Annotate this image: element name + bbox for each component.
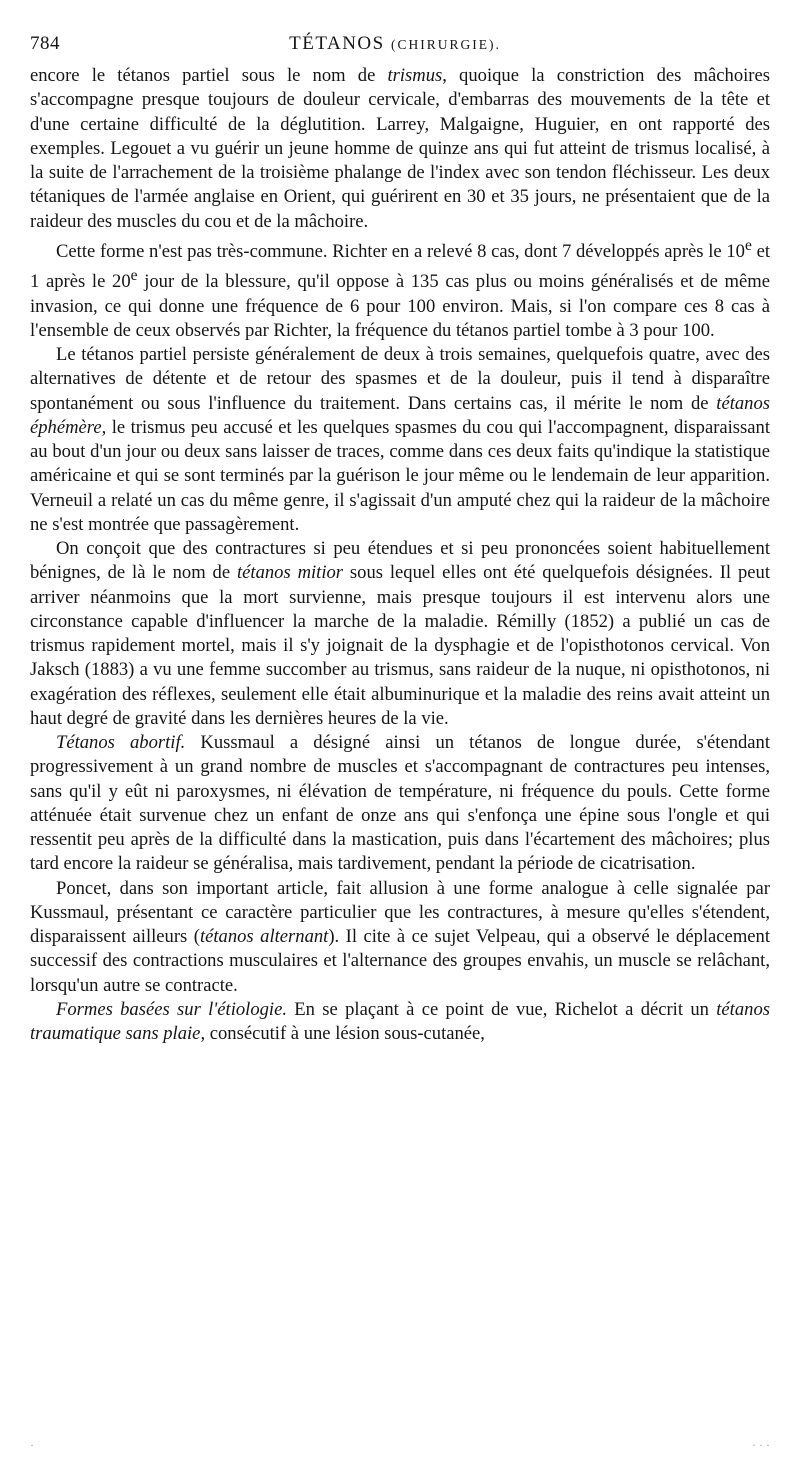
- italic-heading: Formes basées sur l'étiologie.: [56, 998, 287, 1020]
- paragraph-duration: [30, 343, 770, 537]
- paragraph-alternant: [30, 877, 770, 998]
- text-run: En se plaçant à ce point de vue, Richelot a décrit un: [286, 998, 717, 1020]
- text-run: encore le tétanos partiel sous le nom de: [30, 65, 388, 86]
- running-title-sub: (CHIRURGIE).: [390, 37, 501, 52]
- superscript: e: [744, 236, 752, 254]
- running-title-main: TÉTANOS: [289, 33, 385, 54]
- text-run: Kussmaul a désigné ainsi un tétanos de longue durée, s'étendant progressivement à un grand nombre de muscles et s'accompagnant de contractures peu intenses, sans qu'il y eût ni paroxysmes, ni élévation de température, ni fréquence du pouls. Cette forme atténuée était survenue chez un enfant de onze ans qui s'enfonça une épine sous l'ongle et qui ressentit peu après de la difficulté dans la mastication, puis dans l'écartement des mâchoires; plus tard encore la raideur se généralisa, mais tardivement, pendant la période de cicatrisation.: [30, 732, 771, 875]
- paragraph-trismus: [30, 64, 770, 234]
- text-run: Cette forme n'est pas très-commune. Richter en a relevé 8 cas, dont 7 développés après le 10: [56, 240, 745, 262]
- italic-term: tétanos alternant: [199, 926, 329, 948]
- text-run: , le trismus peu accusé et les quelques spasmes du cou qui l'accompagnent, disparaissant au bout d'un jour ou deux sans laisser de traces, comme dans ces deux faits qu'indique la statistique américaine et qui se sont terminés par la guérison le jour même ou le lendemain de leur apparition. Verneuil a relaté un cas du même genre, il s'agissait d'un amputé chez qui la raideur de la mâchoire ne s'est montrée que passagèrement.: [30, 416, 770, 535]
- running-title: [289, 28, 501, 61]
- running-header: [30, 28, 770, 60]
- italic-term: tétanos mitior: [237, 562, 344, 584]
- text-run: et 1 après le 20: [30, 240, 770, 293]
- text-run: jour de la blessure, qu'il oppose à 135 cas plus ou moins généralisés et de même invasion, ce qui donne une fréquence de 6 pour 100 environ. Mais, si l'on compare ces 8 cas à l'ensemble de ceux observés par Richter, la fréquence du tétanos partiel tombe à 3 pour 100.: [30, 271, 770, 341]
- text-run: Poncet, dans son important article, fait allusion à une forme analogue à celle signalée par Kussmaul, présentant ce caractère particulier que les contractures, à mesure qu'elles s'étendent, disparaissent ailleurs (: [30, 877, 770, 948]
- text-run: , consécutif à une lésion sous-cutanée,: [200, 1023, 485, 1045]
- italic-term: trismus: [387, 65, 443, 86]
- paragraph-abortif: [30, 731, 770, 877]
- text-run: On conçoit que des contractures si peu étendues et si peu prononcées soient habituellement bénignes, de là le nom de: [30, 538, 770, 584]
- text-run: , quoique la constriction des mâchoires s'accompagne presque toujours de douleur cervicale, d'embarras des mouvements de la tête et d'une certaine difficulté de la déglutition. Larrey, Malgaigne, Huguier, en ont rapporté des exemples. Legouet a vu guérir un jeune homme de quinze ans qui fut atteint de trismus localisé, à la suite de l'arrachement de la troisième phalange de l'index avec son tendon fléchisseur. Les deux tétaniques de l'armée anglaise en Orient, qui guérirent en 30 et 35 jours, ne présentaient que de la raideur des muscles du cou et de la mâchoire.: [30, 65, 770, 232]
- italic-heading: Tétanos abortif.: [56, 732, 186, 754]
- paragraph-mitior: [30, 537, 770, 731]
- italic-term: tétanos éphémère: [30, 392, 770, 438]
- paragraph-frequency: [30, 234, 770, 343]
- footer-mark-right: · · ·: [752, 1438, 770, 1452]
- page: [30, 28, 770, 1046]
- text-run: Le tétanos partiel persiste généralement de deux à trois semaines, quelquefois quatre, avec des alternatives de détente et de retour des spasmes et de la douleur, puis il tend à disparaître spontanément ou sous l'influence du traitement. Dans certains cas, il mérite le nom de: [30, 344, 770, 414]
- text-run: sous lequel elles ont été quelquefois désignées. Il peut arriver néanmoins que la mort survienne, mais presque toujours il est intervenu alors une circonstance capable d'influencer la marche de la maladie. Rémilly (1852) a publié un cas de trismus rapidement mortel, mais il s'y joignait de la dysphagie et de l'opisthotonos cervical. Von Jaksch (1883) a vu une femme succomber au trismus, sans raideur de la nuque, ni opisthotonos, ni exagération des réflexes, seulement elle était albuminurique et la maladie des reins avait atteint un haut degré de gravité dans les dernières heures de la vie.: [30, 562, 770, 729]
- footer-mark-left: ·: [30, 1438, 34, 1452]
- text-run: ). Il cite à ce sujet Velpeau, qui a observé le déplacement successif des contractions musculaires et l'alternance des groupes envahis, un muscle se relâchant, lorsqu'un autre se contracte.: [30, 926, 770, 996]
- superscript: e: [130, 267, 138, 285]
- page-footer: [30, 1438, 770, 1453]
- page-number: 784: [30, 33, 60, 54]
- paragraph-etiologie: [30, 998, 770, 1047]
- italic-term: tétanos traumatique sans plaie: [30, 998, 770, 1045]
